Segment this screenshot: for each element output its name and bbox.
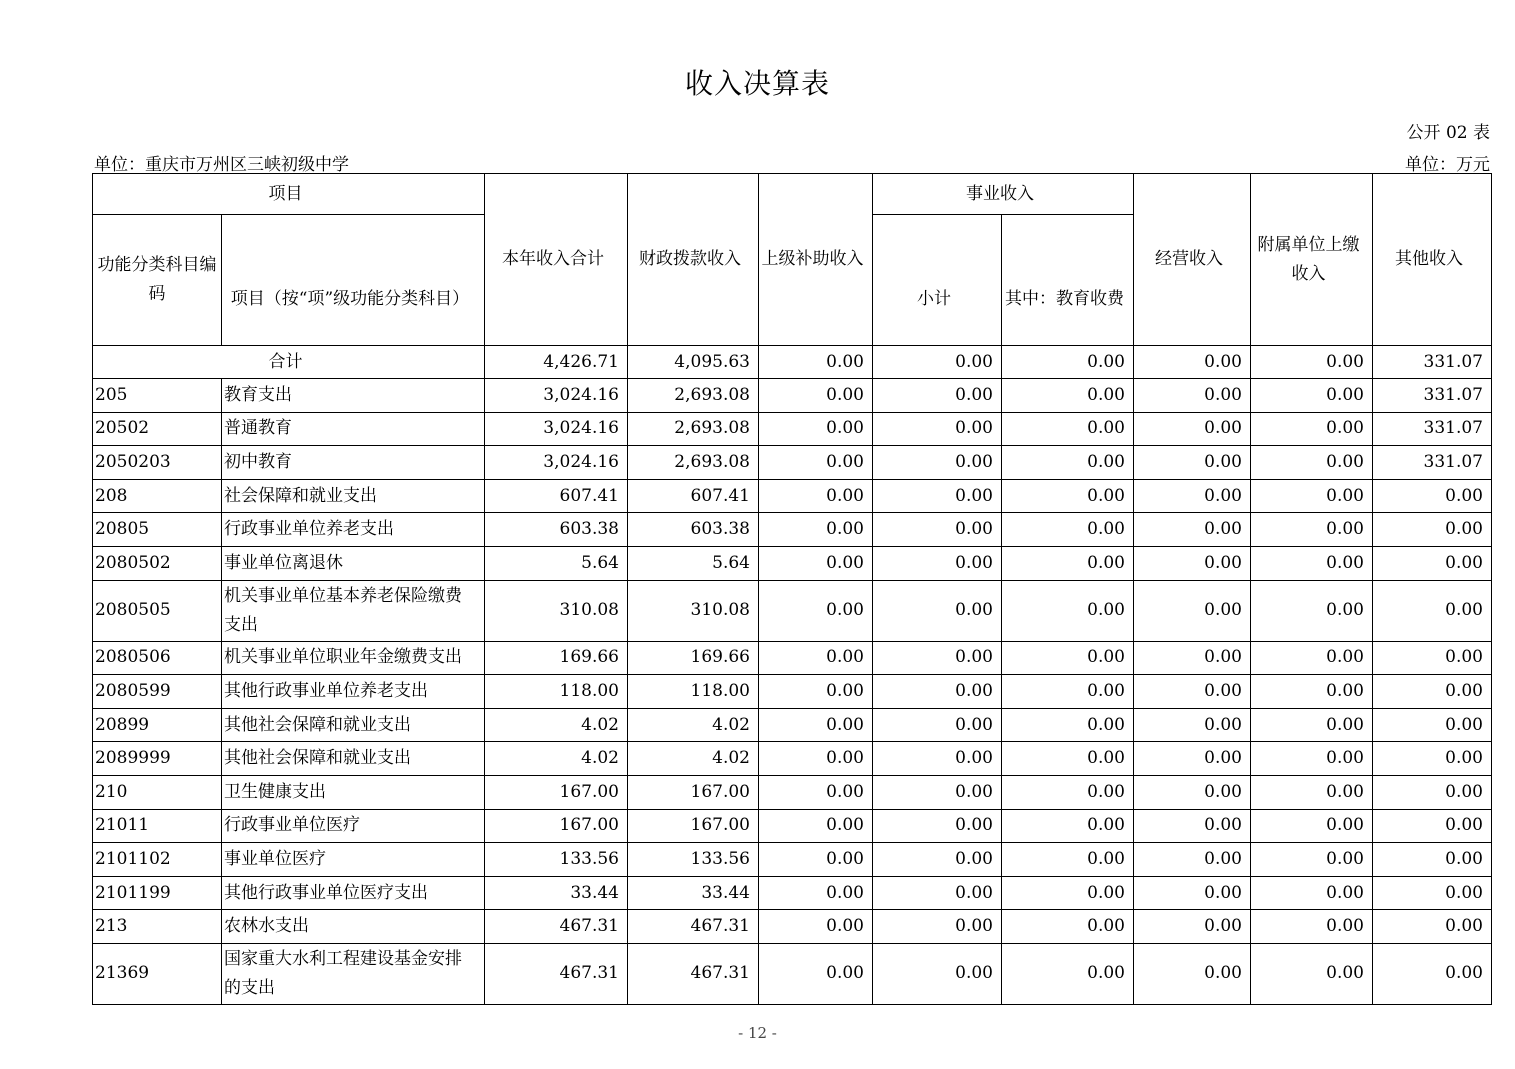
row-code: 2080502 bbox=[93, 546, 222, 580]
row-value: 0.00 bbox=[1134, 580, 1251, 641]
row-value: 0.00 bbox=[1373, 479, 1492, 513]
row-value: 603.38 bbox=[485, 513, 628, 547]
row-value: 0.00 bbox=[1002, 809, 1134, 843]
row-name: 农林水支出 bbox=[222, 910, 485, 944]
total-cell: 0.00 bbox=[1251, 346, 1373, 379]
row-value: 0.00 bbox=[873, 412, 1002, 446]
row-value: 4.02 bbox=[628, 742, 759, 776]
total-cell: 4,426.71 bbox=[485, 346, 628, 379]
row-value: 0.00 bbox=[1373, 775, 1492, 809]
row-value: 0.00 bbox=[1251, 876, 1373, 910]
row-value: 133.56 bbox=[628, 843, 759, 877]
header-affiliated-label: 附属单位上缴收入 bbox=[1257, 234, 1360, 284]
row-code: 20899 bbox=[93, 708, 222, 742]
row-name: 国家重大水利工程建设基金安排的支出 bbox=[222, 943, 485, 1004]
row-value: 0.00 bbox=[873, 708, 1002, 742]
row-value: 5.64 bbox=[485, 546, 628, 580]
row-value: 0.00 bbox=[1373, 675, 1492, 709]
row-value: 0.00 bbox=[1134, 742, 1251, 776]
row-value: 0.00 bbox=[1373, 843, 1492, 877]
row-value: 0.00 bbox=[1134, 379, 1251, 413]
row-value: 0.00 bbox=[873, 580, 1002, 641]
row-code: 213 bbox=[93, 910, 222, 944]
row-value: 0.00 bbox=[873, 843, 1002, 877]
row-value: 5.64 bbox=[628, 546, 759, 580]
table-row bbox=[93, 580, 1492, 641]
header-code-label: 功能分类科目编码 bbox=[97, 255, 217, 304]
row-value: 0.00 bbox=[1134, 513, 1251, 547]
row-value: 0.00 bbox=[1002, 580, 1134, 641]
row-value: 0.00 bbox=[759, 641, 873, 675]
total-cell: 331.07 bbox=[1373, 346, 1492, 379]
row-value: 0.00 bbox=[1002, 379, 1134, 413]
row-value: 0.00 bbox=[1002, 446, 1134, 480]
row-value: 169.66 bbox=[485, 641, 628, 675]
reporting-unit: 单位：重庆市万州区三峡初级中学 bbox=[94, 155, 349, 175]
row-value: 0.00 bbox=[1002, 876, 1134, 910]
row-value: 607.41 bbox=[485, 479, 628, 513]
page-number: - 12 - bbox=[738, 1024, 777, 1042]
row-value: 0.00 bbox=[1002, 708, 1134, 742]
page-title: 收入决算表 bbox=[684, 67, 830, 100]
row-value: 0.00 bbox=[759, 546, 873, 580]
row-value: 2,693.08 bbox=[628, 412, 759, 446]
table-row bbox=[93, 943, 1492, 1004]
row-value: 0.00 bbox=[1251, 943, 1373, 1004]
row-value: 0.00 bbox=[1002, 843, 1134, 877]
total-label: 合计 bbox=[93, 346, 485, 379]
row-code: 2050203 bbox=[93, 446, 222, 480]
row-value: 331.07 bbox=[1373, 446, 1492, 480]
row-value: 0.00 bbox=[873, 775, 1002, 809]
row-name: 其他行政事业单位养老支出 bbox=[222, 675, 485, 709]
row-value: 0.00 bbox=[759, 513, 873, 547]
form-number: 公开 02 表 bbox=[1406, 123, 1490, 143]
row-value: 0.00 bbox=[1251, 379, 1373, 413]
row-value: 0.00 bbox=[759, 775, 873, 809]
row-value: 167.00 bbox=[485, 775, 628, 809]
row-name: 教育支出 bbox=[222, 379, 485, 413]
row-value: 0.00 bbox=[759, 943, 873, 1004]
row-code: 205 bbox=[93, 379, 222, 413]
table-row bbox=[93, 641, 1492, 675]
row-value: 0.00 bbox=[1373, 641, 1492, 675]
row-value: 0.00 bbox=[1134, 641, 1251, 675]
row-value: 0.00 bbox=[1373, 876, 1492, 910]
row-code: 2101102 bbox=[93, 843, 222, 877]
row-value: 0.00 bbox=[759, 379, 873, 413]
table-row bbox=[93, 876, 1492, 910]
row-value: 0.00 bbox=[1134, 412, 1251, 446]
header-name: 项目（按“项”级功能分类科目） bbox=[222, 215, 485, 346]
row-value: 0.00 bbox=[1251, 479, 1373, 513]
row-value: 0.00 bbox=[1373, 513, 1492, 547]
row-value: 0.00 bbox=[873, 675, 1002, 709]
row-value: 0.00 bbox=[1002, 641, 1134, 675]
row-value: 0.00 bbox=[1251, 775, 1373, 809]
total-cell: 0.00 bbox=[1134, 346, 1251, 379]
row-code: 21369 bbox=[93, 943, 222, 1004]
table-row bbox=[93, 379, 1492, 413]
row-value: 2,693.08 bbox=[628, 446, 759, 480]
row-value: 0.00 bbox=[1002, 675, 1134, 709]
row-value: 0.00 bbox=[1134, 809, 1251, 843]
row-value: 3,024.16 bbox=[485, 446, 628, 480]
row-value: 0.00 bbox=[873, 513, 1002, 547]
row-value: 467.31 bbox=[485, 943, 628, 1004]
row-value: 331.07 bbox=[1373, 379, 1492, 413]
row-name: 其他社会保障和就业支出 bbox=[222, 708, 485, 742]
row-value: 310.08 bbox=[628, 580, 759, 641]
row-name: 事业单位医疗 bbox=[222, 843, 485, 877]
row-value: 467.31 bbox=[485, 910, 628, 944]
row-value: 0.00 bbox=[759, 446, 873, 480]
row-value: 3,024.16 bbox=[485, 412, 628, 446]
row-value: 0.00 bbox=[873, 379, 1002, 413]
row-value: 0.00 bbox=[873, 641, 1002, 675]
row-code: 21011 bbox=[93, 809, 222, 843]
row-code: 2089999 bbox=[93, 742, 222, 776]
row-value: 0.00 bbox=[1134, 675, 1251, 709]
total-row bbox=[93, 346, 1492, 379]
row-value: 167.00 bbox=[628, 809, 759, 843]
row-value: 0.00 bbox=[1134, 910, 1251, 944]
header-fiscal: 财政拨款收入 bbox=[628, 174, 759, 346]
row-value: 0.00 bbox=[759, 708, 873, 742]
row-value: 0.00 bbox=[1251, 843, 1373, 877]
row-value: 0.00 bbox=[1134, 876, 1251, 910]
row-value: 0.00 bbox=[759, 580, 873, 641]
row-value: 0.00 bbox=[1251, 742, 1373, 776]
table-row bbox=[93, 675, 1492, 709]
row-value: 0.00 bbox=[1002, 910, 1134, 944]
row-value: 0.00 bbox=[1251, 513, 1373, 547]
row-value: 603.38 bbox=[628, 513, 759, 547]
row-value: 0.00 bbox=[1002, 479, 1134, 513]
row-value: 167.00 bbox=[485, 809, 628, 843]
row-code: 20502 bbox=[93, 412, 222, 446]
row-value: 118.00 bbox=[485, 675, 628, 709]
table-row bbox=[93, 910, 1492, 944]
row-value: 0.00 bbox=[759, 742, 873, 776]
row-value: 0.00 bbox=[1134, 479, 1251, 513]
row-name: 行政事业单位医疗 bbox=[222, 809, 485, 843]
row-value: 0.00 bbox=[1134, 708, 1251, 742]
row-value: 0.00 bbox=[1251, 580, 1373, 641]
row-value: 4.02 bbox=[628, 708, 759, 742]
row-value: 0.00 bbox=[1373, 708, 1492, 742]
table-header bbox=[93, 174, 1492, 346]
row-value: 331.07 bbox=[1373, 412, 1492, 446]
header-superior: 上级补助收入 bbox=[759, 174, 873, 346]
row-value: 0.00 bbox=[1002, 513, 1134, 547]
row-value: 0.00 bbox=[1251, 708, 1373, 742]
row-value: 0.00 bbox=[759, 412, 873, 446]
row-value: 0.00 bbox=[1002, 412, 1134, 446]
row-value: 0.00 bbox=[873, 809, 1002, 843]
row-name: 机关事业单位职业年金缴费支出 bbox=[222, 641, 485, 675]
table-row bbox=[93, 775, 1492, 809]
row-value: 169.66 bbox=[628, 641, 759, 675]
row-value: 0.00 bbox=[759, 809, 873, 843]
row-value: 33.44 bbox=[628, 876, 759, 910]
row-value: 0.00 bbox=[759, 479, 873, 513]
row-value: 118.00 bbox=[628, 675, 759, 709]
row-code: 2080599 bbox=[93, 675, 222, 709]
row-value: 4.02 bbox=[485, 708, 628, 742]
row-value: 2,693.08 bbox=[628, 379, 759, 413]
header-project: 项目 bbox=[93, 174, 485, 215]
row-name: 社会保障和就业支出 bbox=[222, 479, 485, 513]
row-value: 0.00 bbox=[1251, 446, 1373, 480]
row-value: 0.00 bbox=[1134, 446, 1251, 480]
row-value: 0.00 bbox=[759, 876, 873, 910]
row-value: 0.00 bbox=[873, 742, 1002, 776]
row-name: 普通教育 bbox=[222, 412, 485, 446]
total-cell: 0.00 bbox=[873, 346, 1002, 379]
row-value: 607.41 bbox=[628, 479, 759, 513]
row-value: 3,024.16 bbox=[485, 379, 628, 413]
income-table bbox=[92, 173, 1492, 1005]
row-value: 0.00 bbox=[1251, 809, 1373, 843]
row-value: 0.00 bbox=[873, 943, 1002, 1004]
row-value: 0.00 bbox=[1134, 775, 1251, 809]
row-value: 0.00 bbox=[1251, 675, 1373, 709]
row-value: 0.00 bbox=[873, 546, 1002, 580]
table-row bbox=[93, 546, 1492, 580]
row-value: 0.00 bbox=[1373, 546, 1492, 580]
row-value: 310.08 bbox=[485, 580, 628, 641]
row-name: 行政事业单位养老支出 bbox=[222, 513, 485, 547]
row-value: 4.02 bbox=[485, 742, 628, 776]
row-code: 210 bbox=[93, 775, 222, 809]
total-cell: 0.00 bbox=[1002, 346, 1134, 379]
currency-unit: 单位：万元 bbox=[1405, 155, 1490, 175]
row-value: 0.00 bbox=[1002, 775, 1134, 809]
row-value: 0.00 bbox=[1134, 546, 1251, 580]
row-value: 467.31 bbox=[628, 943, 759, 1004]
row-value: 0.00 bbox=[1373, 742, 1492, 776]
table-row bbox=[93, 479, 1492, 513]
header-other: 其他收入 bbox=[1373, 174, 1492, 346]
row-name: 其他行政事业单位医疗支出 bbox=[222, 876, 485, 910]
row-name: 机关事业单位基本养老保险缴费支出 bbox=[222, 580, 485, 641]
table-row bbox=[93, 742, 1492, 776]
row-code: 2101199 bbox=[93, 876, 222, 910]
row-name: 事业单位离退休 bbox=[222, 546, 485, 580]
table-row bbox=[93, 446, 1492, 480]
row-value: 0.00 bbox=[1251, 641, 1373, 675]
row-value: 0.00 bbox=[759, 843, 873, 877]
header-total: 本年收入合计 bbox=[485, 174, 628, 346]
row-value: 0.00 bbox=[1002, 546, 1134, 580]
table-row bbox=[93, 412, 1492, 446]
table-row bbox=[93, 513, 1492, 547]
row-value: 0.00 bbox=[1373, 809, 1492, 843]
row-value: 0.00 bbox=[873, 479, 1002, 513]
row-value: 0.00 bbox=[873, 446, 1002, 480]
row-code: 208 bbox=[93, 479, 222, 513]
header-edu-fee: 其中：教育收费 bbox=[1002, 215, 1134, 346]
row-value: 0.00 bbox=[1002, 742, 1134, 776]
header-subtotal: 小计 bbox=[873, 215, 1002, 346]
row-value: 0.00 bbox=[1373, 910, 1492, 944]
row-value: 0.00 bbox=[1373, 580, 1492, 641]
row-value: 0.00 bbox=[1134, 943, 1251, 1004]
row-name: 卫生健康支出 bbox=[222, 775, 485, 809]
row-value: 133.56 bbox=[485, 843, 628, 877]
row-name: 初中教育 bbox=[222, 446, 485, 480]
row-value: 0.00 bbox=[1002, 943, 1134, 1004]
header-affiliated bbox=[1251, 174, 1373, 346]
header-operating: 经营收入 bbox=[1134, 174, 1251, 346]
row-value: 0.00 bbox=[1134, 843, 1251, 877]
table-row bbox=[93, 809, 1492, 843]
header-business: 事业收入 bbox=[873, 174, 1134, 215]
total-cell: 4,095.63 bbox=[628, 346, 759, 379]
row-code: 2080505 bbox=[93, 580, 222, 641]
row-value: 0.00 bbox=[1373, 943, 1492, 1004]
row-value: 0.00 bbox=[1251, 910, 1373, 944]
row-value: 0.00 bbox=[1251, 412, 1373, 446]
row-value: 0.00 bbox=[1251, 546, 1373, 580]
row-value: 0.00 bbox=[759, 675, 873, 709]
row-value: 33.44 bbox=[485, 876, 628, 910]
row-value: 0.00 bbox=[759, 910, 873, 944]
table-row bbox=[93, 843, 1492, 877]
table-body bbox=[93, 346, 1492, 1005]
table-row bbox=[93, 708, 1492, 742]
header-code bbox=[93, 215, 222, 346]
total-cell: 0.00 bbox=[759, 346, 873, 379]
row-value: 467.31 bbox=[628, 910, 759, 944]
row-value: 0.00 bbox=[873, 876, 1002, 910]
row-code: 2080506 bbox=[93, 641, 222, 675]
row-name: 其他社会保障和就业支出 bbox=[222, 742, 485, 776]
row-value: 0.00 bbox=[873, 910, 1002, 944]
row-value: 167.00 bbox=[628, 775, 759, 809]
row-code: 20805 bbox=[93, 513, 222, 547]
